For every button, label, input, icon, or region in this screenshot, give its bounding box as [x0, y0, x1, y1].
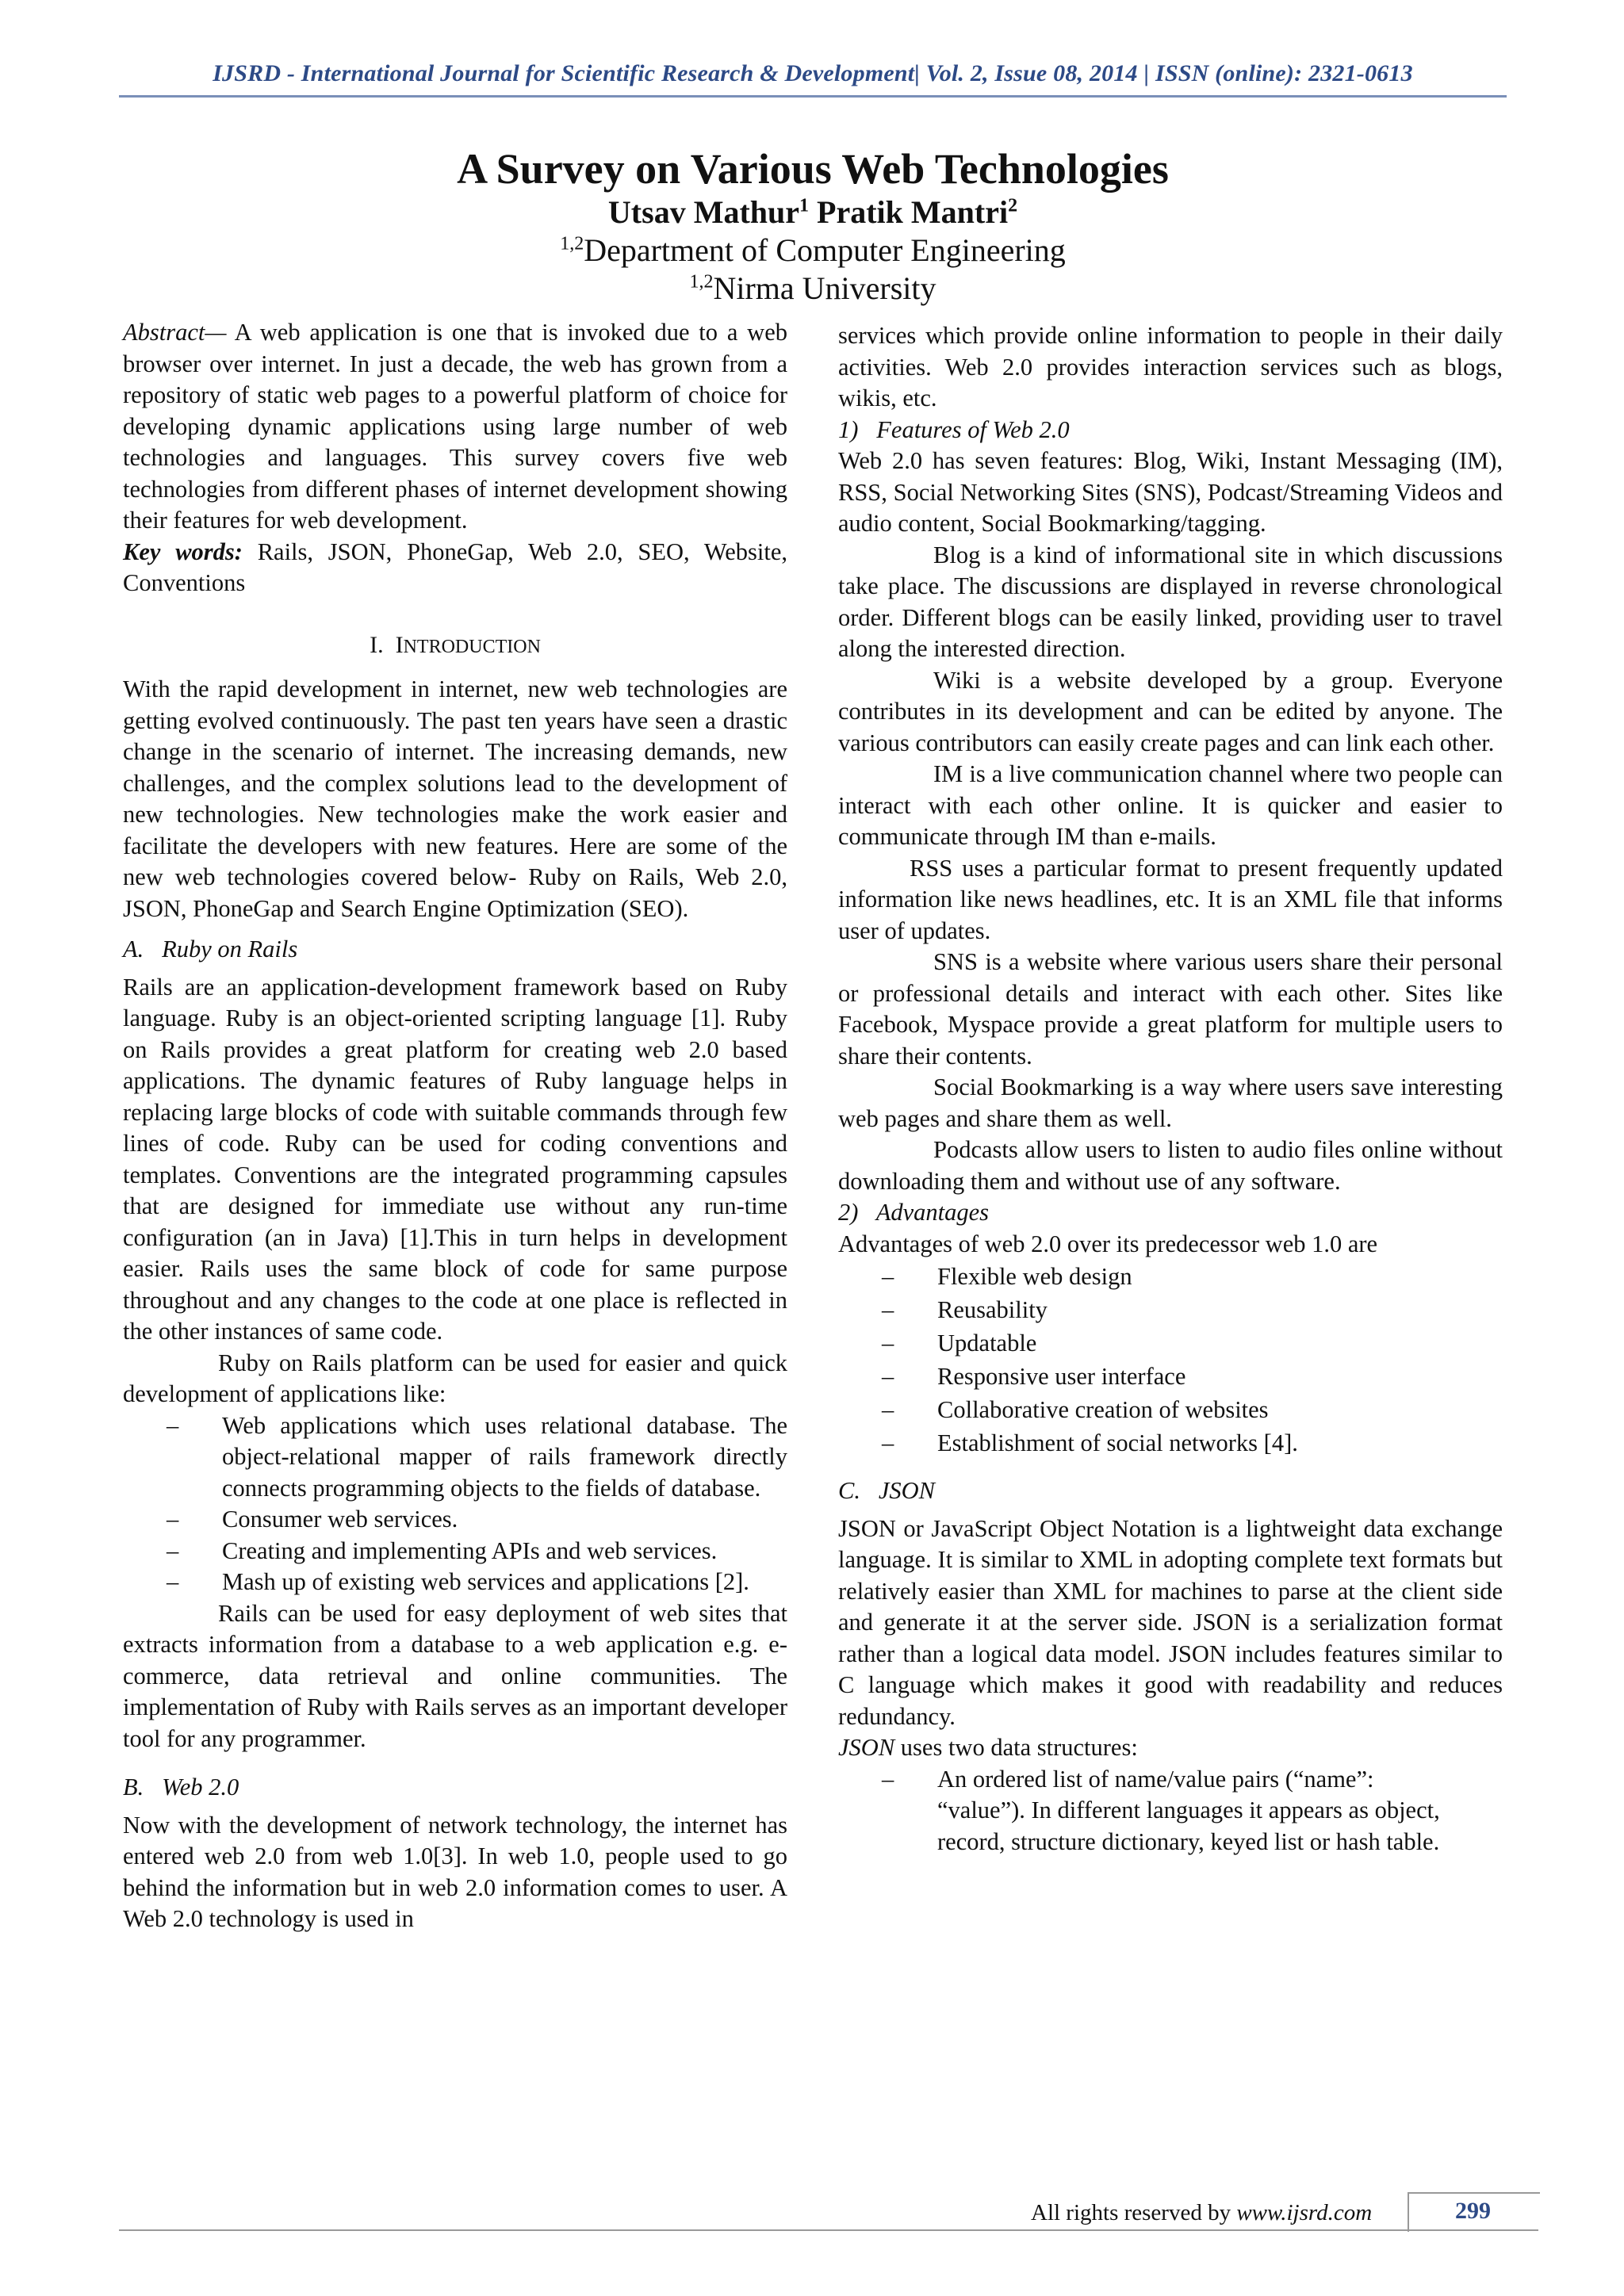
subsection-heading-web20: B. Web 2.0 [123, 1774, 239, 1800]
rss-paragraph: RSS uses a particular format to present frequently updated information like news headlines, etc. It is an XML file that informs user of updates. [838, 854, 1503, 944]
json-uses: JSON uses two data structures: [838, 1734, 1138, 1761]
subsubsection-heading-advantages: 2) Advantages [838, 1199, 990, 1226]
list-item: – Creating and implementing APIs and web services. [123, 1536, 787, 1567]
dash-bullet-icon: – [167, 1506, 179, 1533]
author-1: Utsav Mathur [607, 194, 800, 230]
footer-site-link[interactable]: www.ijsrd.com [1236, 2200, 1373, 2225]
podcast-paragraph: Podcasts allow users to listen to audio files online without downloading them and without use of any software. [838, 1136, 1503, 1195]
rails-list [123, 1410, 787, 1598]
list-item: – Collaborative creation of websites [838, 1393, 1503, 1426]
keywords-label: Key words: [123, 538, 243, 565]
features-paragraph: Web 2.0 has seven features: Blog, Wiki, Instant Messaging (IM), RSS, Social Networking Sites (SNS), Podcast/Streaming Videos and audio content, Social Bookmarking/tagging. [838, 447, 1503, 537]
dash-bullet-icon: – [882, 1296, 894, 1323]
department-sup: 1,2 [560, 233, 584, 254]
json-paragraph: JSON or JavaScript Object Notation is a lightweight data exchange language. It is similar to XML in adopting complete text formats but relatively easier than XML for machines to parse at the client side and generate it at the server side. JSON is a serialization format rather than a logical data model. JSON includes features similar to C language which makes it good with readability and reduces redundancy. [838, 1514, 1503, 1730]
rails-paragraph-2: Ruby on Rails platform can be used for easier and quick development of applications like: [123, 1349, 787, 1407]
bookmarking-paragraph: Social Bookmarking is a way where users save interesting web pages and share them as well. [838, 1073, 1503, 1132]
dash-bullet-icon: – [882, 1396, 894, 1423]
footer-rule [119, 2229, 1538, 2231]
dash-bullet-icon: – [882, 1330, 894, 1357]
paper-title: A Survey on Various Web Technologies [457, 145, 1169, 193]
list-item: – Updatable [838, 1326, 1503, 1360]
author-2: Pratik Mantri [817, 194, 1009, 230]
dash-bullet-icon: – [882, 1765, 894, 1793]
dash-bullet-icon: – [167, 1411, 179, 1439]
university-sup: 1,2 [689, 271, 714, 293]
dash-bullet-icon: – [167, 1536, 179, 1564]
author-1-sup: 1 [799, 195, 810, 216]
footer-rights: All rights reserved by www.ijsrd.com [1031, 2200, 1373, 2225]
authors [119, 193, 1507, 232]
abstract-label: Abstract— [123, 319, 227, 346]
rails-paragraph-1: Rails are an application-development framework based on Ruby language. Ruby is an object-oriented scripting language [1]. Ruby on Rails provides a great platform for creating web 2.0 based applications. The dynamic features of Ruby language helps in replacing large blocks of code with suitable commands through few lines of code. Ruby can be used for coding conventions and templates. Conventions are the integrated programming capsules that are designed for immediate use without any run-time configuration (an in Java) [1].This in turn helps in development easier. Rails uses the same block of code for same purpose throughout and any changes to the code at one place is reflected in the other instances of same code. [123, 973, 787, 1345]
intro-paragraph: With the rapid development in internet, new web technologies are getting evolved continuously. The past ten years have seen a drastic change in the scenario of internet. The increasing demands, new challenges, and the complex solutions lead to the development of new technologies. New technologies make the work easier and facilitate the developers with new features. Here are some of the new web technologies covered below- Ruby on Rails, Web 2.0, JSON, PhoneGap and Search Engine Optimization (SEO). [123, 675, 787, 922]
dash-bullet-icon: – [167, 1568, 179, 1595]
list-item: – An ordered list of name/value pairs (“name”: “value”). In different languages it appears as object, record, structure dictionary, keyed list or hash table. [882, 1765, 1440, 1855]
list-item: – Mash up of existing web services and applications [2]. [123, 1567, 787, 1598]
subsection-heading-json: C. JSON [838, 1477, 935, 1504]
section-heading-introduction: I. INTRODUCTION [370, 631, 541, 658]
right-column [838, 320, 1503, 1858]
left-column [123, 317, 787, 1935]
json-list [838, 1764, 1503, 1858]
dash-bullet-icon: – [882, 1363, 894, 1390]
wiki-paragraph: Wiki is a website developed by a group. Everyone contributes in its development and can be edited by anyone. The various contributors can easily create pages and can link each other. [838, 666, 1503, 756]
blog-paragraph: Blog is a kind of informational site in which discussions take place. The discussions are displayed in reverse chronological order. Different blogs can be easily linked, providing user to travel along the interested direction. [838, 541, 1503, 662]
department: $^{1,2}$Department of Computer Engineering [560, 232, 1066, 268]
subsection-heading-rails: A. Ruby on Rails [123, 936, 298, 962]
running-head: IJSRD - International Journal for Scientific Research & Development| Vol. 2, Issue 08, 2014 | ISSN (online): 2321-0613 [213, 60, 1413, 86]
author-2-sup: 2 [1008, 195, 1018, 216]
list-item: – Responsive user interface [838, 1360, 1503, 1393]
subsubsection-heading-features: 1) Features of Web 2.0 [838, 415, 1070, 443]
keywords: Key words: Rails, JSON, PhoneGap, Web 2.0, SEO, Website, Conventions [123, 538, 787, 596]
web20-continued: services which provide online information to people in their daily activities. Web 2.0 provides interaction services such as blogs, wikis, etc. [838, 322, 1503, 411]
im-paragraph: IM is a live communication channel where two people can interact with each other online. It is quicker and easier to communicate through IM than e-mails. [838, 760, 1503, 850]
advantages-intro: Advantages of web 2.0 over its predecessor web 1.0 are [838, 1230, 1378, 1257]
rails-paragraph-3: Rails can be used for easy deployment of web sites that extracts information from a database to a web application e.g. e-commerce, data retrieval and online communities. The implementation of Ruby with Rails serves as an important developer tool for any programmer. [123, 1599, 787, 1752]
university: $^{1,2}$Nirma University [689, 270, 936, 306]
dash-bullet-icon: – [882, 1263, 894, 1290]
advantages-list [838, 1260, 1503, 1460]
list-item: – Consumer web services. [123, 1504, 787, 1536]
list-item: – Reusability [838, 1293, 1503, 1326]
dash-bullet-icon: – [882, 1429, 894, 1456]
list-item: – Web applications which uses relational database. The object-relational mapper of rails framework directly connects programming objects to the fields of database. [167, 1411, 787, 1502]
header-rule [119, 95, 1507, 98]
list-item: – Flexible web design [838, 1260, 1503, 1293]
web20-paragraph-1: Now with the development of network technology, the internet has entered web 2.0 from web 1.0[3]. In web 1.0, people used to go behind the information but in web 2.0 information comes to user. A Web 2.0 technology is used in [123, 1811, 787, 1932]
sns-paragraph: SNS is a website where various users share their personal or professional details and interact with each other. Sites like Facebook, Myspace provide a great platform for multiple users to share their contents. [838, 948, 1503, 1070]
page-number: 299 [1455, 2198, 1491, 2224]
abstract: Abstract— A web application is one that is invoked due to a web browser over internet. In just a decade, the web has grown from a repository of static web pages to a powerful platform of choice for developing dynamic applications using large number of web technologies and languages. This survey covers five web technologies from different phases of internet development showing their features for web development. [123, 319, 787, 534]
list-item: – Establishment of social networks [4]. [838, 1426, 1503, 1460]
title-block [119, 144, 1507, 308]
